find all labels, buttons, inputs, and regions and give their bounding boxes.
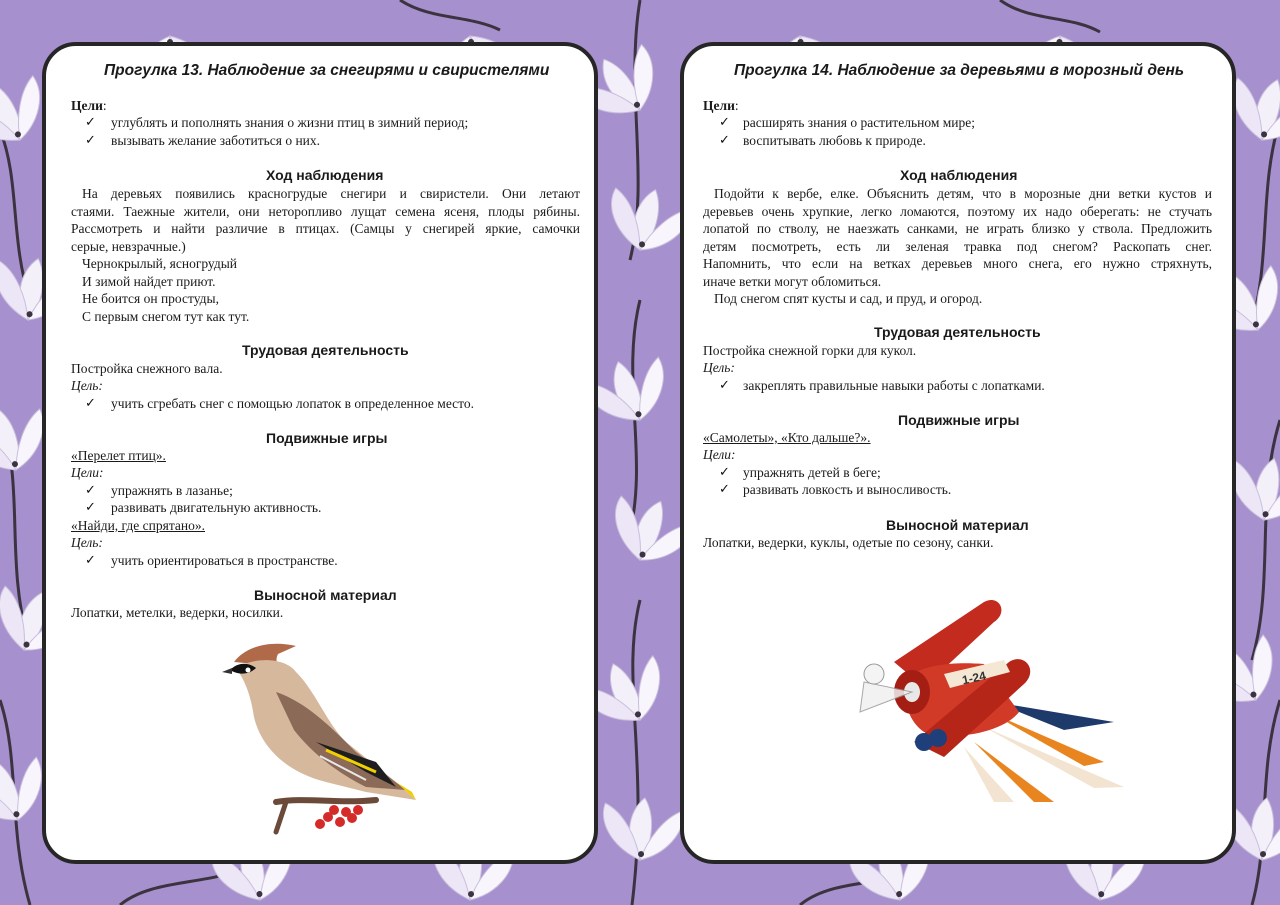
game-goal-item: упражнять детей в беге; xyxy=(743,465,881,480)
walk-14-card xyxy=(680,42,1236,864)
game-goal-item: учить ориентироваться в пространстве. xyxy=(111,553,338,568)
material-text: Лопатки, ведерки, куклы, одетые по сезону, санки. xyxy=(703,535,994,550)
poem-line: Чернокрылый, ясногрудый xyxy=(82,256,237,271)
labor-heading: Трудовая деятельность xyxy=(242,342,409,358)
observation-heading: Ход наблюдения xyxy=(900,167,1018,183)
poem-line: С первым снегом тут как тут. xyxy=(82,309,250,324)
labor-goal-label: Цель: xyxy=(703,360,735,375)
plane-registration-label: 1-24 xyxy=(960,668,988,688)
check-icon: ✓ xyxy=(85,552,96,567)
material-heading: Выносной материал xyxy=(254,587,397,603)
rowan-berries-icon xyxy=(315,805,363,829)
labor-goal-label: Цель: xyxy=(71,378,103,393)
check-icon: ✓ xyxy=(85,482,96,497)
check-icon: ✓ xyxy=(719,481,730,496)
game-goal-label: Цели: xyxy=(703,447,736,462)
observation-line: иначе ветки могут обломиться. xyxy=(703,274,882,289)
observation-line: серые, невзрачные.) xyxy=(71,239,186,254)
game-goal-label: Цель: xyxy=(71,535,103,550)
labor-text: Постройка снежной горки для кукол. xyxy=(703,343,917,358)
goal-item: углублять и пополнять знания о жизни птиц в зимний период; xyxy=(111,115,469,130)
walk-13-card xyxy=(42,42,598,864)
material-text: Лопатки, метелки, ведерки, носилки. xyxy=(71,605,284,620)
games-heading: Подвижные игры xyxy=(898,412,1020,428)
observation-line: деревьев очень хрупкие, легко ломаются, поэтому их надо оберегать: не стучать xyxy=(703,204,1212,219)
games-heading: Подвижные игры xyxy=(266,430,388,446)
game-goal-item: упражнять в лазанье; xyxy=(111,483,233,498)
check-icon: ✓ xyxy=(85,114,96,129)
check-icon: ✓ xyxy=(85,499,96,514)
goal-item: воспитывать любовь к природе. xyxy=(743,133,926,148)
observation-line: Напомнить, что если на ветках деревьев много снега, его нужно стряхнуть, xyxy=(703,256,1212,271)
game-title: «Найди, где спрятано». xyxy=(71,518,205,533)
game-goal-label: Цели: xyxy=(71,465,104,480)
observation-line: Подойти к вербе, елке. Объяснить детям, что в морозные дни ветки кустов и xyxy=(714,186,1212,201)
check-icon: ✓ xyxy=(719,114,730,129)
observation-line: лопатой по стволу, не наезжать санками, не играть близко у ствола. Предложить xyxy=(703,221,1212,236)
goals-heading: Цели: xyxy=(71,98,107,113)
poem-line: Не боится он простуды, xyxy=(82,291,219,306)
goal-item: расширять знания о растительном мире; xyxy=(743,115,975,130)
observation-line: детям посмотреть, есть ли зеленая травка под снегом? Раскопать снег. xyxy=(703,239,1212,254)
labor-goal-item: учить сгребать снег с помощью лопаток в определенное место. xyxy=(111,396,474,411)
game-goal-item: развивать двигательную активность. xyxy=(111,500,322,515)
waxwing-bird-illustration xyxy=(216,632,436,842)
page-title: Прогулка 13. Наблюдение за снегирями и свиристелями xyxy=(104,62,550,79)
page-title: Прогулка 14. Наблюдение за деревьями в морозный день xyxy=(734,62,1185,79)
game-title: «Самолеты», «Кто дальше?». xyxy=(703,430,871,445)
check-icon: ✓ xyxy=(85,132,96,147)
goals-heading: Цели: xyxy=(703,98,739,113)
check-icon: ✓ xyxy=(719,132,730,147)
check-icon: ✓ xyxy=(719,377,730,392)
observation-line: Под снегом спят кусты и сад, и пруд, и огород. xyxy=(714,291,983,306)
poem-line: И зимой найдет приют. xyxy=(82,274,216,289)
check-icon: ✓ xyxy=(85,395,96,410)
observation-line: Рассмотреть и найти различие в птицах. (Самцы у снегирей яркие, самочки xyxy=(71,221,580,236)
labor-text: Постройка снежного вала. xyxy=(71,361,223,376)
observation-heading: Ход наблюдения xyxy=(266,167,384,183)
game-goal-item: развивать ловкость и выносливость. xyxy=(743,482,952,497)
labor-heading: Трудовая деятельность xyxy=(874,324,1041,340)
game-title: «Перелет птиц». xyxy=(71,448,166,463)
biplane-illustration xyxy=(834,592,1134,812)
observation-line: стаями. Таежные жители, они неторопливо лущат семена ясеня, плоды рябины. xyxy=(71,204,580,219)
observation-line: На деревьях появились красногрудые снегири и свиристели. Они летают xyxy=(82,186,580,201)
material-heading: Выносной материал xyxy=(886,517,1029,533)
labor-goal-item: закреплять правильные навыки работы с лопатками. xyxy=(743,378,1045,393)
goal-item: вызывать желание заботиться о них. xyxy=(111,133,321,148)
check-icon: ✓ xyxy=(719,464,730,479)
